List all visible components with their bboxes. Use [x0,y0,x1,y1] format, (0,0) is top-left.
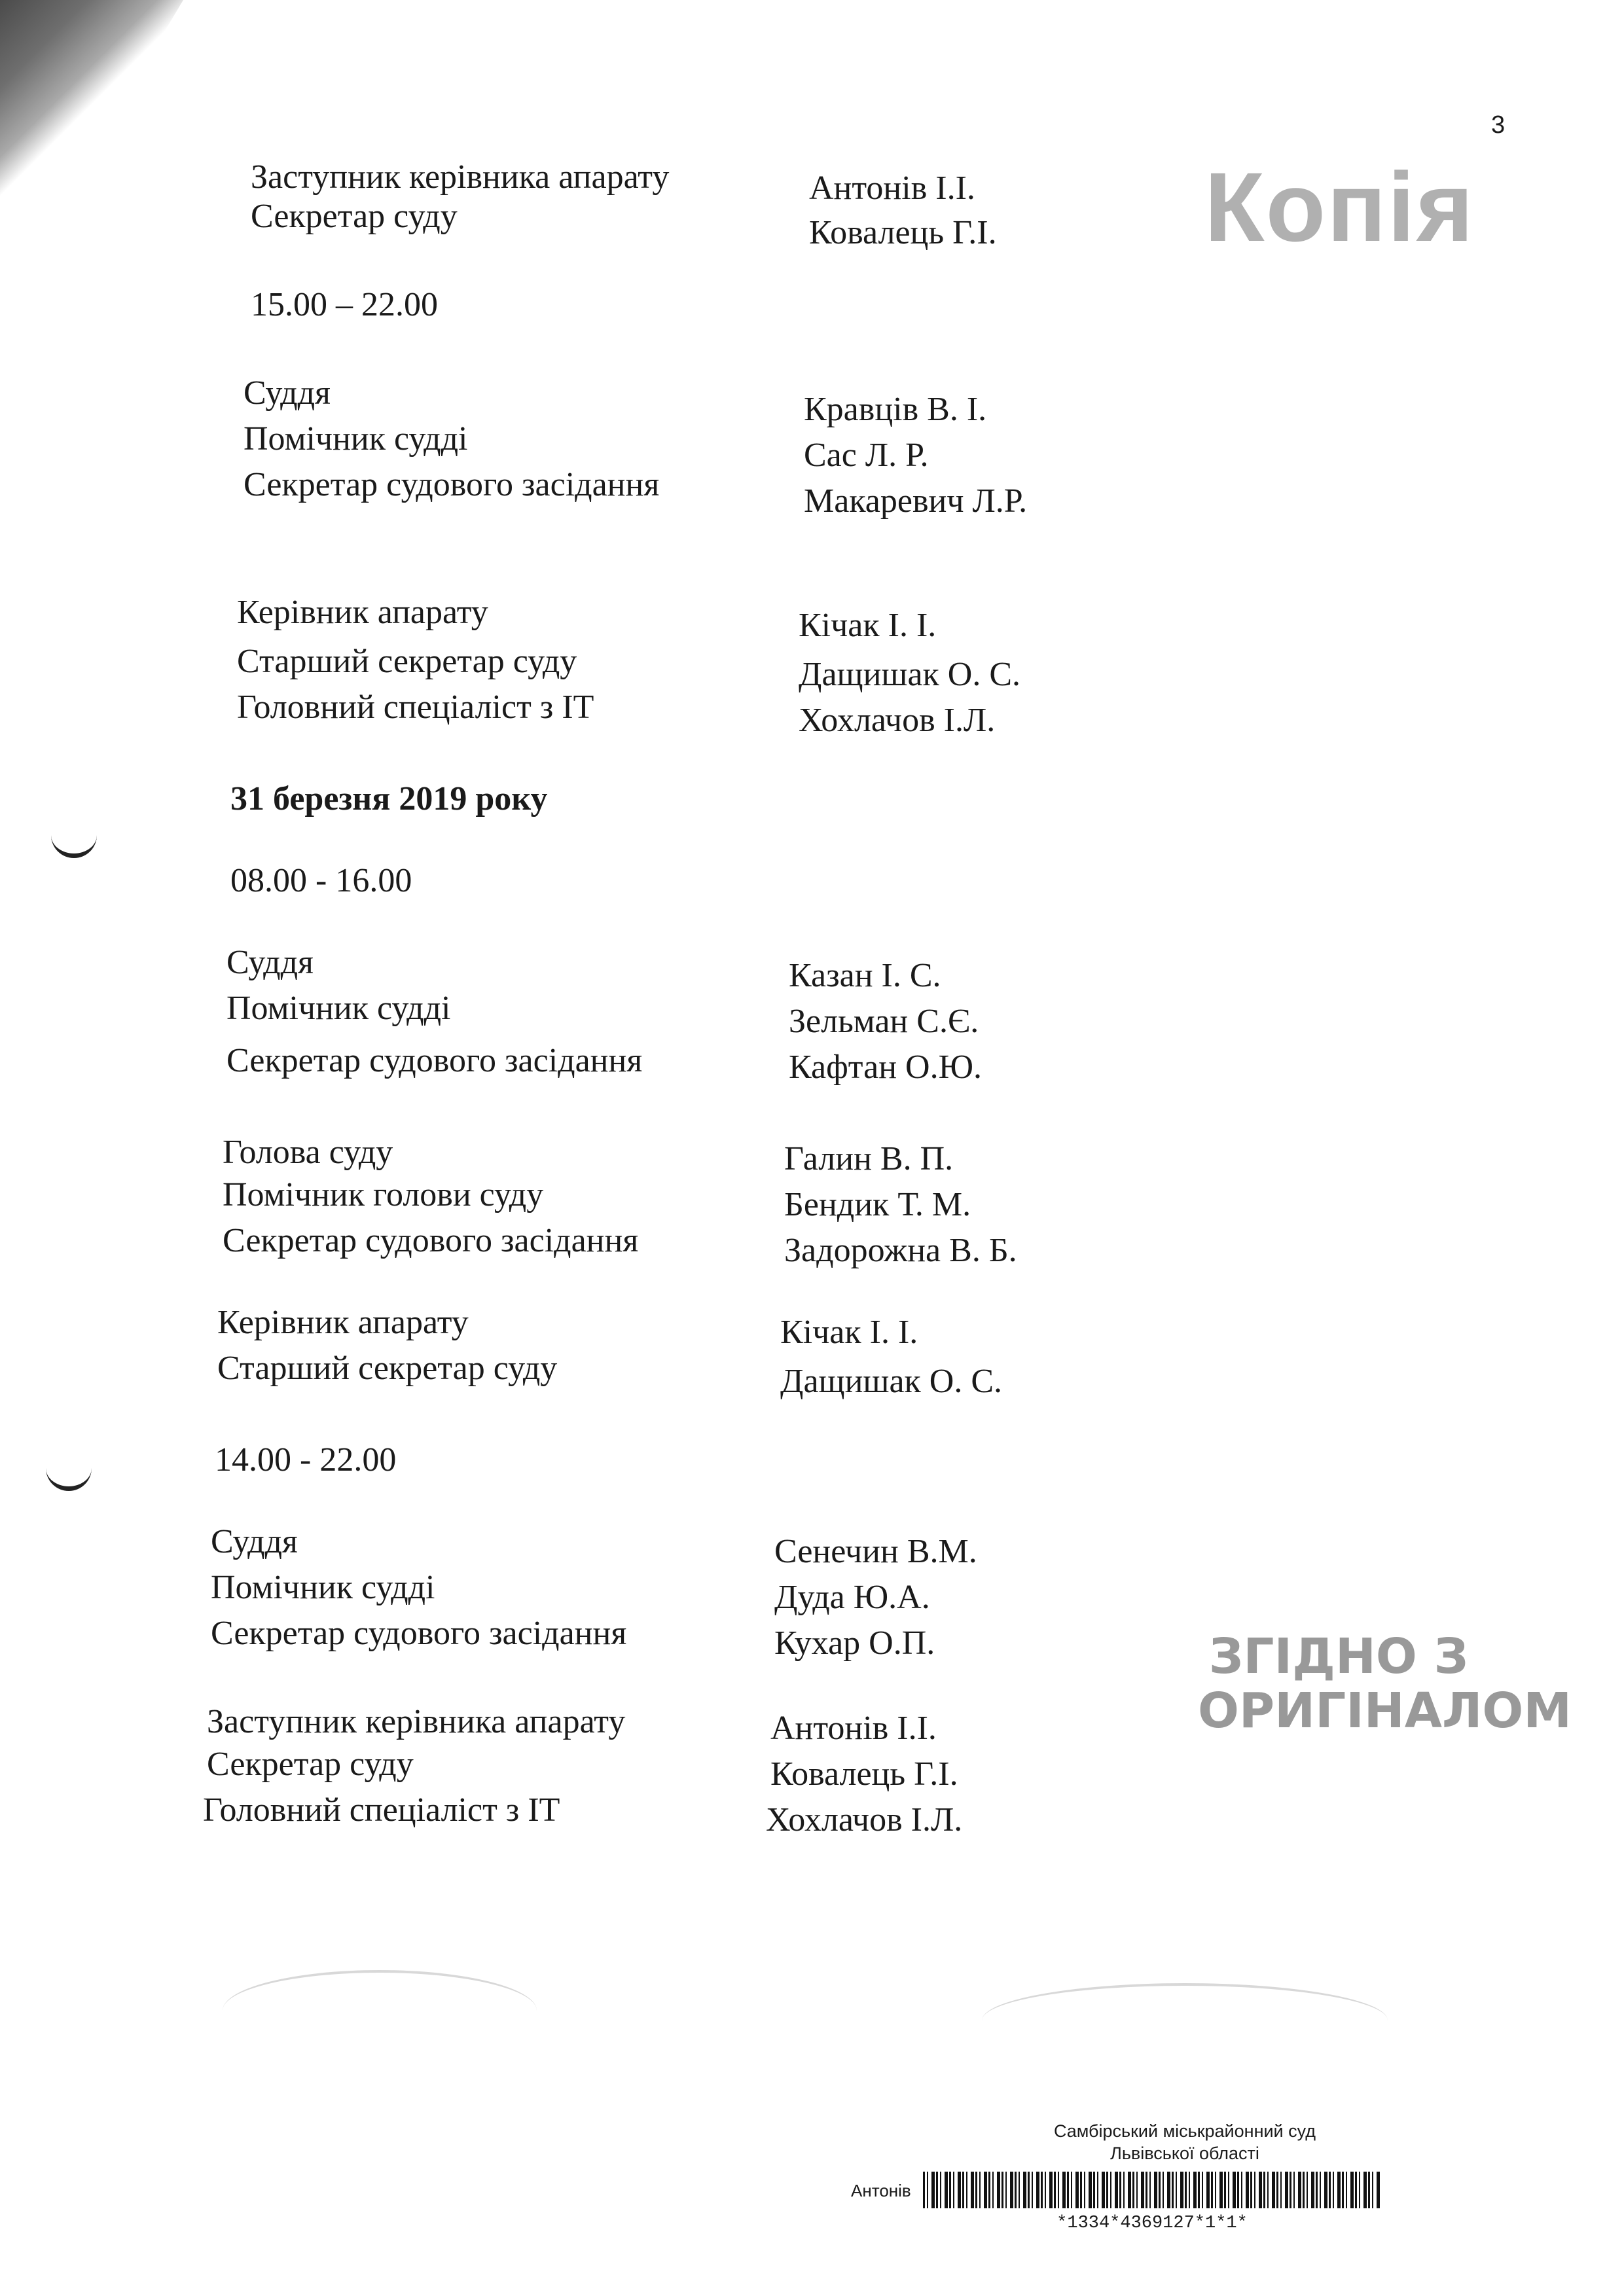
role-label: Секретар судового засідання [244,466,660,503]
person-name: Бендик Т. М. [784,1186,971,1223]
role-label: Помічник судді [226,990,451,1027]
role-label: Суддя [211,1523,298,1560]
person-name: Дуда Ю.А. [774,1579,930,1616]
date-heading: 31 березня 2019 року [230,780,548,817]
time-range: 08.00 - 16.00 [230,862,412,899]
punch-hole-mark [51,830,97,858]
court-region-line: Львівської області [1110,2143,1259,2163]
person-name: Ковалець Г.І. [809,214,997,251]
page-number: 3 [1491,111,1506,139]
role-label: Секретар судового засідання [211,1615,627,1652]
role-label: Старший секретар суду [217,1350,558,1387]
signer-label: Антонів [851,2181,911,2200]
time-range: 15.00 – 22.00 [251,286,438,323]
role-label: Секретар суду [207,1746,414,1783]
person-name: Казан І. С. [789,957,941,994]
court-barcode-footer [851,2121,1388,2251]
person-name: Кафтан О.Ю. [789,1049,983,1086]
person-name: Кічак І. І. [799,607,937,644]
stamp-line: ЗГІДНО З [1208,1628,1469,1685]
court-name [982,2121,1388,2165]
punch-hole-mark [46,1463,92,1491]
role-label: Суддя [226,944,314,981]
faint-signature-mark [982,1983,1388,2058]
role-label: Секретар судового засідання [226,1042,643,1079]
person-name: Хохлачов І.Л. [799,702,996,739]
person-name: Макаревич Л.Р. [804,482,1028,520]
stamp-line: ОРИГІНАЛОМ [1198,1682,1572,1739]
person-name: Хохлачов І.Л. [766,1801,963,1839]
role-label: Голова суду [223,1134,393,1171]
role-label: Керівник апарату [217,1304,469,1341]
person-name: Зельман С.Є. [789,1003,979,1040]
person-name: Кравців В. І. [804,391,987,428]
copy-stamp: Копія [1204,152,1475,262]
role-label: Старший секретар суду [237,643,577,680]
person-name: Задорожна В. Б. [784,1232,1017,1269]
role-label: Помічник судді [244,420,468,457]
person-name: Дащишак О. С. [780,1363,1003,1400]
role-label: Заступник керівника апарату [251,158,670,196]
faint-signature-mark [223,1970,537,2051]
person-name: Галин В. П. [784,1140,954,1177]
barcode-number: *1334*4369127*1*1* [1056,2214,1248,2233]
person-name: Ковалець Г.І. [770,1755,958,1793]
folded-corner-shadow [0,0,183,308]
person-name: Дащишак О. С. [799,656,1021,693]
person-name: Кічак І. І. [780,1314,918,1351]
role-label: Секретар судового засідання [223,1222,639,1259]
role-label: Головний спеціаліст з ІТ [237,689,594,726]
person-name: Антонів І.І. [809,170,975,207]
court-name-line: Самбірський міськрайонний суд [1053,2121,1316,2141]
according-to-original-stamp [1198,1628,1572,1739]
role-label: Суддя [244,374,331,412]
role-label: Помічник голови суду [223,1176,544,1213]
barcode-graphic [923,2172,1381,2208]
role-label: Керівник апарату [237,594,488,631]
role-label: Заступник керівника апарату [207,1703,626,1740]
person-name: Кухар О.П. [774,1624,935,1662]
role-label: Секретар суду [251,198,458,235]
person-name: Сенечин В.М. [774,1533,977,1570]
person-name: Антонів І.І. [770,1710,937,1747]
role-label: Головний спеціаліст з ІТ [203,1791,560,1829]
role-label: Помічник судді [211,1569,435,1606]
person-name: Сас Л. Р. [804,437,929,474]
time-range: 14.00 - 22.00 [215,1441,397,1479]
